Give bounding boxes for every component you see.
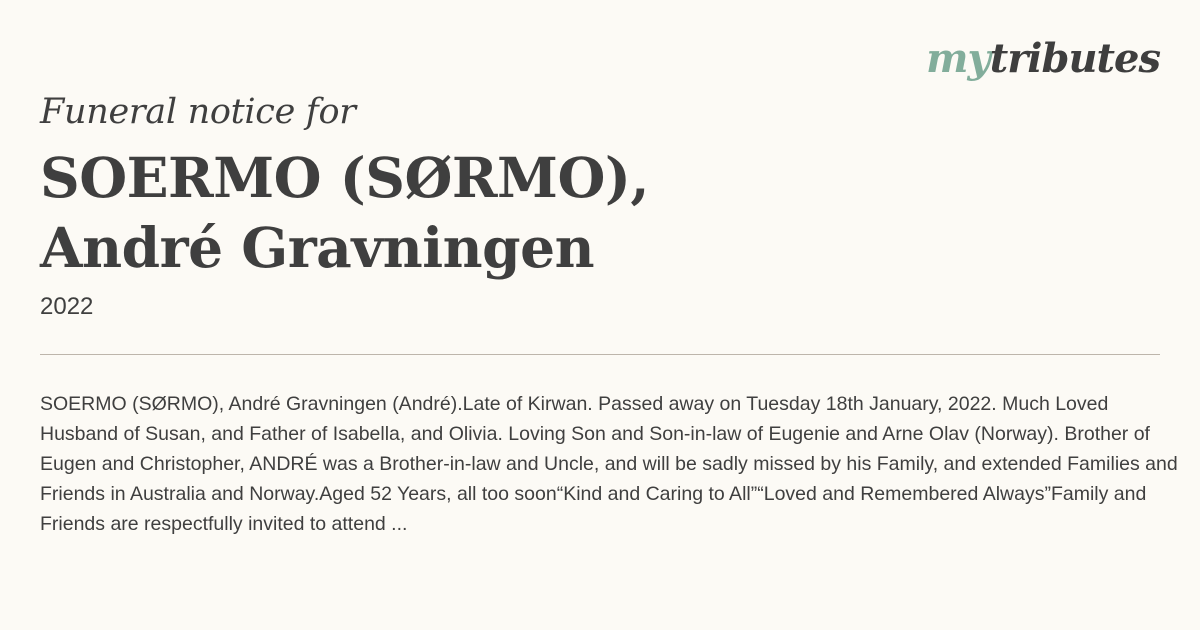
- deceased-name-line1: SOERMO (SØRMO),: [40, 145, 650, 210]
- divider: [40, 354, 1160, 355]
- deceased-name-line2: André Gravningen: [40, 215, 595, 280]
- deceased-name: [40, 143, 1140, 283]
- mytributes-logo[interactable]: [926, 34, 1160, 84]
- logo-tributes: tributes: [989, 35, 1160, 82]
- logo-my: my: [926, 35, 990, 82]
- notice-kicker: Funeral notice for: [40, 92, 356, 132]
- notice-year: 2022: [40, 293, 94, 320]
- notice-body: SOERMO (SØRMO), André Gravningen (André).Late of Kirwan. Passed away on Tuesday 18th January, 2022. Much Loved Husband of Susan, and Father of Isabella, and Olivia. Loving Son and Son-in-law of Eugenie and Arne Olav (Norway). Brother of Eugen and Christopher, ANDRÉ was a Brother-in-law and Uncle, and will be sadly missed by his Family, and extended Families and Friends in Australia and Norway.Aged 52 Years, all too soon“Kind and Caring to All”“Loved and Remembered Always”Family and Friends are respectfully invited to attend ...: [40, 393, 1178, 535]
